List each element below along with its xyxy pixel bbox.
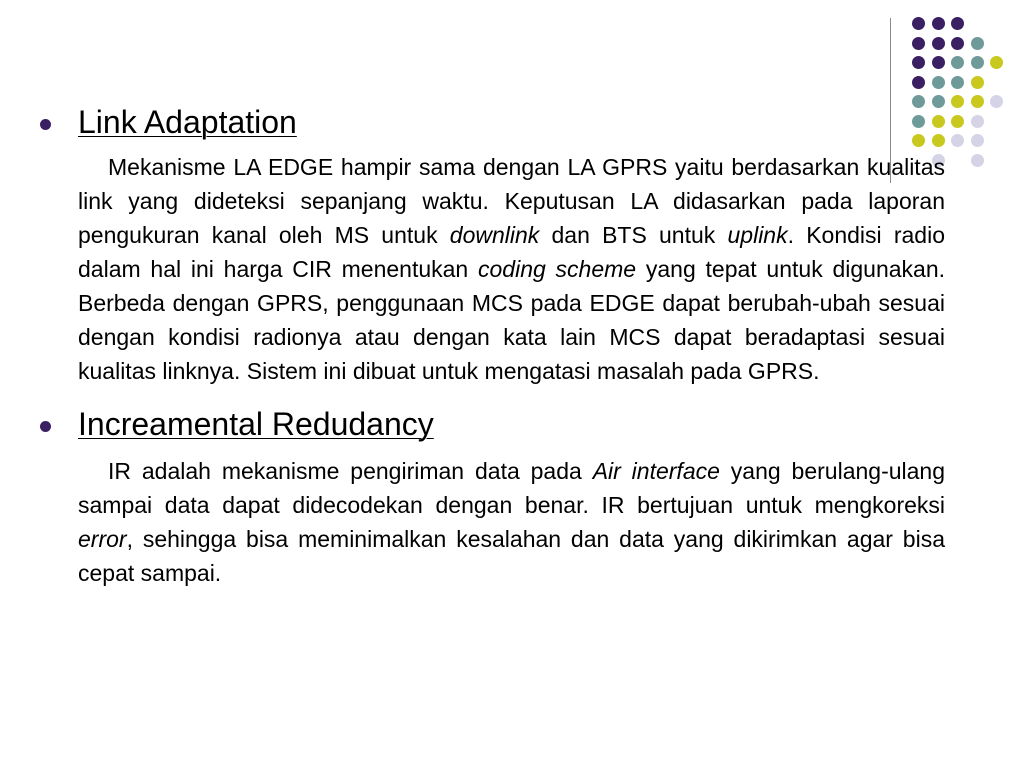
decorative-dot [971, 134, 984, 147]
text-run: yang tepat untuk digunakan. Berbeda dengan GPRS, penggunaan MCS pada EDGE dapat berubah-ubah sesuai dengan kondisi radionya atau dengan kata lain MCS dapat beradaptasi sesuai kualitas linknya. Sistem ini dibuat untuk mengatasi masalah pada GPRS. [78, 256, 946, 384]
decorative-dot [990, 95, 1003, 108]
decorative-dot [951, 95, 964, 108]
text-run-italic: error [78, 526, 127, 552]
decorative-dot [951, 17, 964, 30]
decorative-dot [912, 17, 925, 30]
text-run-italic: coding scheme [478, 256, 637, 282]
decorative-dot [951, 37, 964, 50]
section-paragraph [40, 150, 945, 388]
decorative-dot [932, 17, 945, 30]
text-run: Mekanisme LA EDGE hampir sama dengan LA GPRS yaitu berdasarkan kualitas link yang dideteksi sepanjang waktu. Keputusan LA didasarkan pada laporan pengukuran kanal oleh MS untuk [78, 154, 945, 248]
text-run: . Kondisi radio dalam hal ini harga CIR menentukan [78, 222, 945, 282]
decorative-dot [932, 56, 945, 69]
decorative-dot [951, 134, 964, 147]
bullet-icon [40, 119, 51, 130]
text-run: IR adalah mekanisme pengiriman data pada [108, 458, 593, 484]
text-run-italic: downlink [449, 222, 540, 248]
decorative-dot [971, 154, 984, 167]
slide-content [40, 100, 945, 590]
decorative-dot [912, 37, 925, 50]
decorative-dot [951, 115, 964, 128]
decorative-dot [951, 76, 964, 89]
section-heading-text: Link Adaptation [78, 104, 297, 140]
decorative-dot [932, 76, 945, 89]
bullet-icon [40, 421, 51, 432]
section-increamental-redudancy [40, 402, 945, 590]
decorative-dot [971, 95, 984, 108]
text-run: , sehingga bisa meminimalkan kesalahan dan data yang dikirimkan agar bisa cepat sampai. [78, 526, 945, 586]
section-heading [40, 100, 945, 144]
text-run-italic: uplink [727, 222, 788, 248]
section-paragraph [40, 454, 945, 590]
text-run: yang berulang-ulang sampai data dapat didecodekan dengan benar. IR bertujuan untuk mengkoreksi [78, 458, 946, 518]
decorative-dot [971, 56, 984, 69]
section-link-adaptation [40, 100, 945, 388]
section-heading-text: Increamental Redudancy [78, 406, 434, 442]
decorative-dot [912, 76, 925, 89]
section-heading [40, 402, 945, 446]
decorative-dot [971, 37, 984, 50]
decorative-dot [971, 115, 984, 128]
text-run-italic: Air interface [592, 458, 720, 484]
decorative-dot [932, 37, 945, 50]
decorative-dot [990, 56, 1003, 69]
decorative-dot [912, 56, 925, 69]
text-run: dan BTS untuk [539, 222, 728, 248]
decorative-dot [951, 56, 964, 69]
decorative-dot [971, 76, 984, 89]
